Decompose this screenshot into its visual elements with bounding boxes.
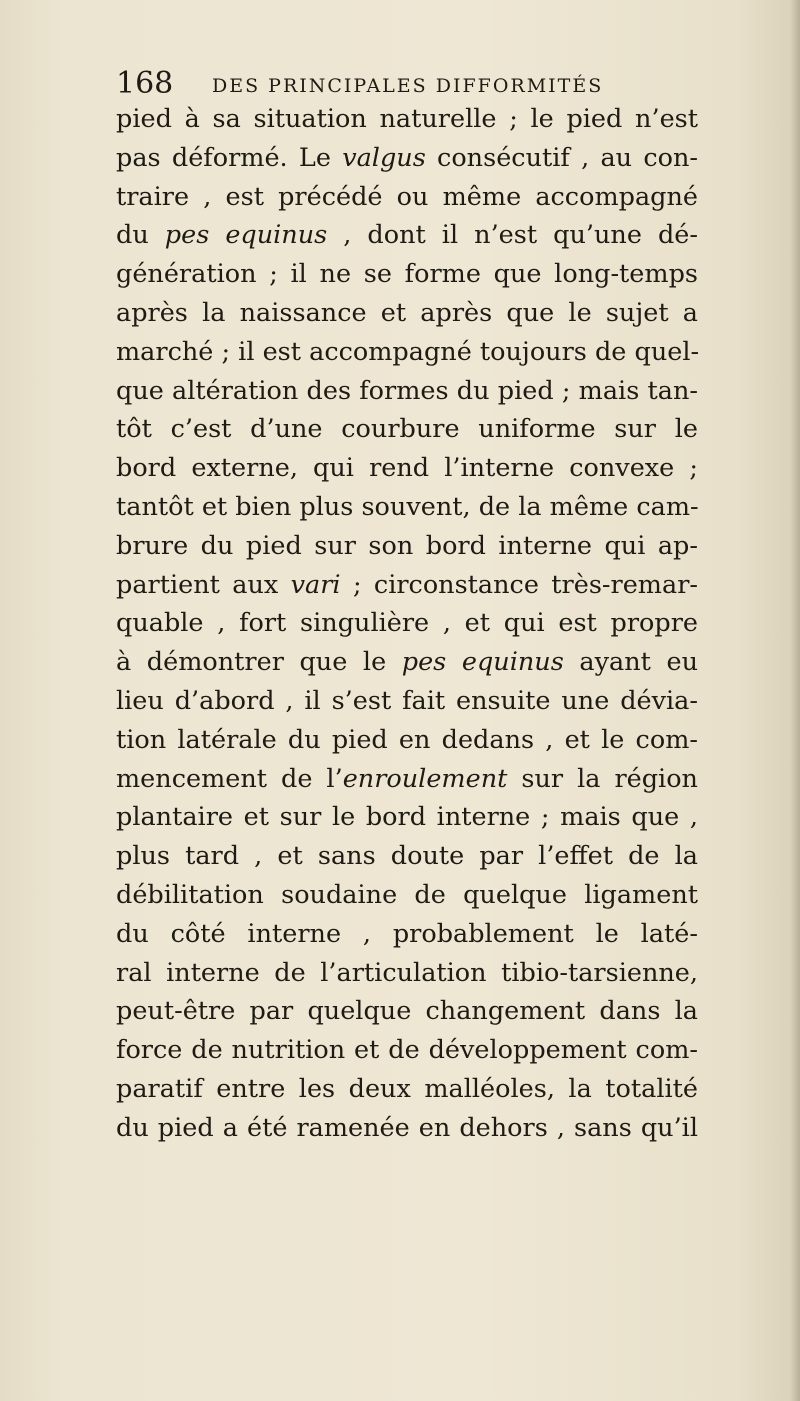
text-line — [116, 992, 698, 1031]
text-segment: du côté interne , probablement le laté- — [116, 918, 698, 949]
text-line — [116, 255, 698, 294]
italic-text: vari — [290, 569, 341, 600]
text-segment: paratif entre les deux malléoles, la totalité — [116, 1073, 698, 1104]
text-line — [116, 682, 698, 721]
text-segment: tion latérale du pied en dedans , et le com- — [116, 724, 698, 755]
text-segment: traire , est précédé ou même accompagné — [116, 181, 698, 212]
text-segment: quable , fort singulière , et qui est propre — [116, 608, 698, 639]
text-line — [116, 100, 698, 139]
italic-text: enroulement — [342, 763, 508, 794]
text-segment: , dont il n’est qu’une dé- — [327, 220, 698, 251]
text-segment: ral interne de l’articulation tibio-tarsienne, — [116, 957, 698, 988]
text-segment: bord externe, qui rend l’interne convexe ; — [116, 453, 698, 484]
text-line — [116, 876, 698, 915]
text-line — [116, 837, 698, 876]
page-header — [116, 64, 676, 104]
running-head: DES PRINCIPALES DIFFORMITÉS — [212, 75, 604, 97]
text-segment: du — [116, 220, 165, 251]
text-segment: ayant eu — [563, 647, 698, 678]
text-line — [116, 1031, 698, 1070]
text-line — [116, 721, 698, 760]
text-line — [116, 294, 698, 333]
text-segment: plantaire et sur le bord interne ; mais que , — [116, 802, 698, 833]
text-line — [116, 410, 698, 449]
text-line — [116, 643, 698, 682]
text-segment: que altération des formes du pied ; mais tan- — [116, 375, 698, 406]
text-line — [116, 372, 698, 411]
text-segment: tantôt et bien plus souvent, de la même cam- — [116, 491, 699, 522]
text-line — [116, 178, 698, 217]
italic-text: valgus — [342, 142, 426, 173]
text-line — [116, 139, 698, 178]
text-segment: ; circonstance très-remar- — [340, 569, 698, 600]
text-line — [116, 760, 698, 799]
text-segment: peut-être par quelque changement dans la — [116, 996, 698, 1027]
text-line — [116, 798, 698, 837]
text-segment: pied à sa situation naturelle ; le pied n’est — [116, 104, 698, 134]
text-segment: sur la région — [507, 763, 698, 794]
italic-text: pes equinus — [164, 220, 328, 251]
text-segment: marché ; il est accompagné toujours de quel- — [116, 336, 700, 367]
text-line — [116, 604, 698, 643]
text-segment: mencement de l’ — [116, 763, 343, 794]
text-line — [116, 915, 698, 954]
text-segment: après la naissance et après que le sujet a — [116, 297, 698, 328]
text-segment: consécutif , au con- — [425, 142, 699, 173]
text-segment: pas déformé. Le — [116, 142, 343, 173]
text-line — [116, 954, 698, 993]
text-line — [116, 449, 698, 488]
body-text — [116, 100, 698, 1148]
text-line — [116, 527, 698, 566]
text-segment: à démontrer que le — [116, 647, 402, 678]
text-segment: force de nutrition et de développement com- — [116, 1035, 698, 1066]
text-segment: lieu d’abord , il s’est fait ensuite une dévia- — [116, 685, 698, 716]
text-line — [116, 488, 698, 527]
page-edge-shadow — [790, 0, 800, 1401]
text-segment: du pied a été ramenée en dehors , sans qu’il — [116, 1112, 698, 1143]
text-segment: débilitation soudaine de quelque ligament — [116, 879, 698, 910]
text-segment: tôt c’est d’une courbure uniforme sur le — [116, 414, 698, 445]
page-number: 168 — [116, 66, 174, 101]
text-segment: plus tard , et sans doute par l’effet de la — [116, 841, 698, 872]
text-line — [116, 1109, 698, 1148]
italic-text: pes equinus — [401, 647, 564, 678]
text-segment: brure du pied sur son bord interne qui ap- — [116, 530, 698, 561]
text-line — [116, 333, 698, 372]
text-line — [116, 216, 698, 255]
text-segment: partient aux — [116, 569, 291, 600]
text-line — [116, 1070, 698, 1109]
text-line — [116, 566, 698, 605]
text-segment: génération ; il ne se forme que long-temps — [116, 259, 698, 290]
